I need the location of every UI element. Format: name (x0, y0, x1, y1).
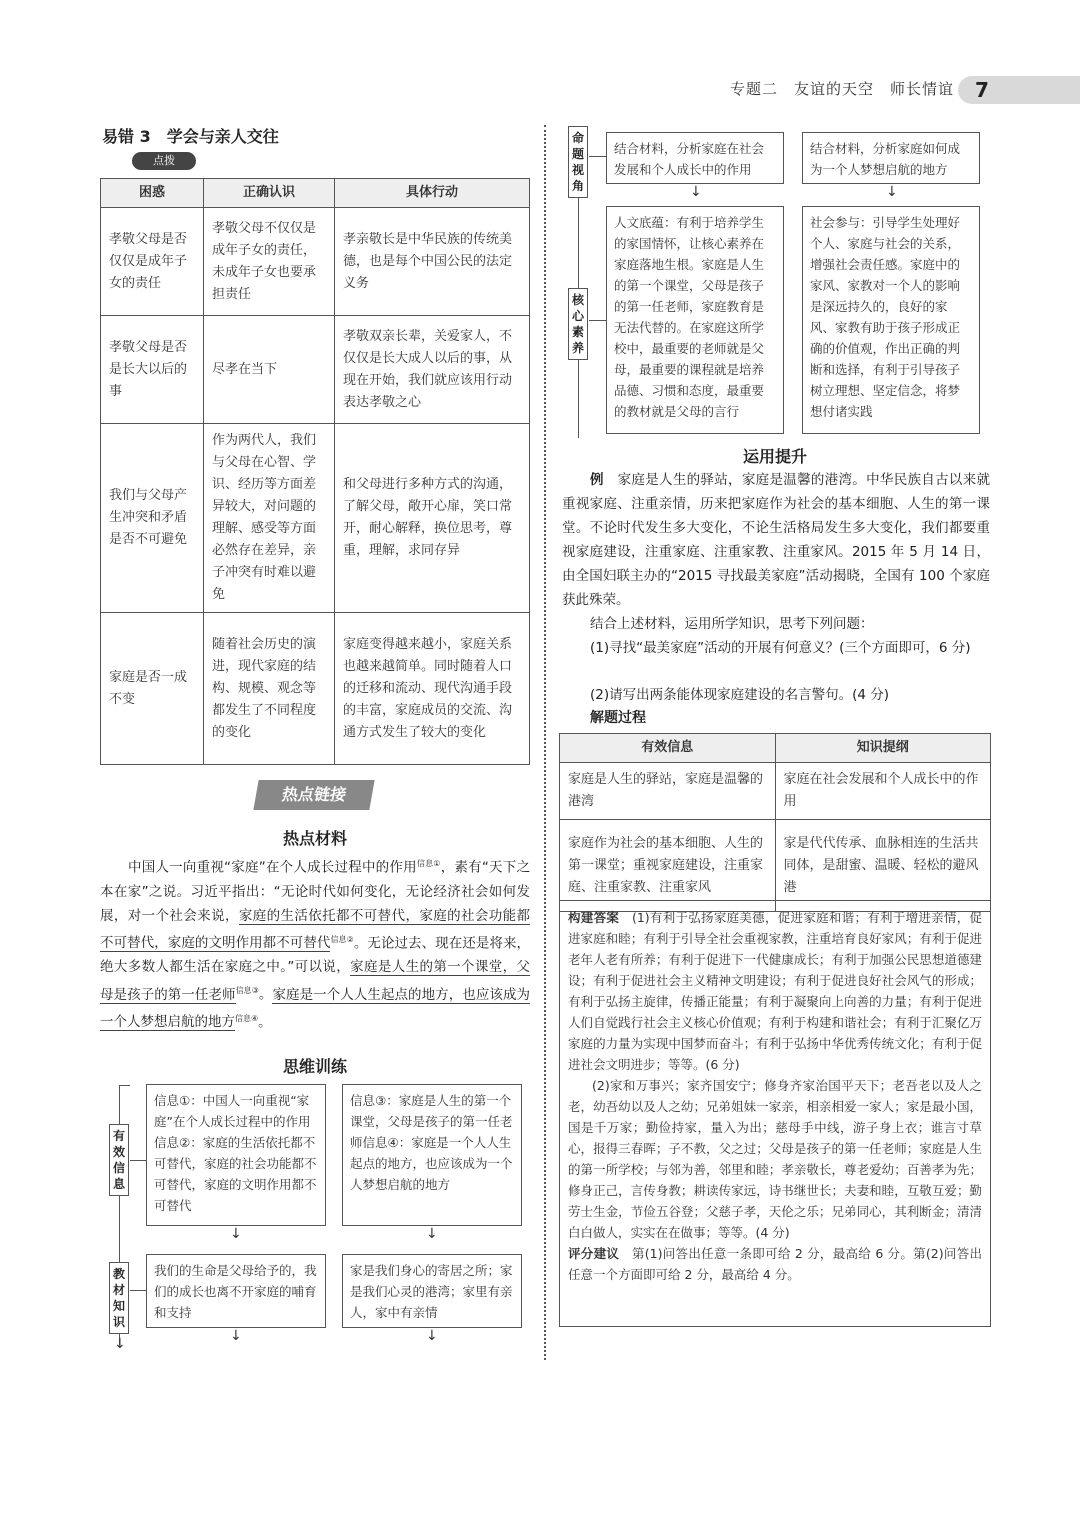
arrow-down-icon: ↓ (426, 1226, 438, 1242)
arrow-down-icon: ↓ (114, 1336, 126, 1352)
material-text: 中国人一向重视“家庭”在个人成长过程中的作用 (128, 859, 417, 876)
table-cell: 家庭是否一成不变 (101, 613, 204, 765)
info-tag: 信息④ (235, 1013, 259, 1023)
score-text: 第(1)问答出任意一条即可给 2 分，最高给 6 分。第(2)问答出任意一个方面即可给 2 分，最高给 4 分。 (568, 1246, 982, 1282)
table-cell: 家庭变得越来越小，家庭关系也越来越简单。同时随着人口的迁移和流动、现代沟通手段的丰富，家庭成员的交流、沟通方式发生了较大的变化 (335, 613, 530, 765)
table-header: 困惑 (101, 179, 204, 208)
connector (589, 320, 606, 321)
example-text (562, 468, 990, 612)
table-row (101, 208, 530, 316)
label-core-literacy: 核心素养 (568, 288, 588, 360)
table-row (101, 613, 530, 765)
table-header: 有效信息 (560, 734, 776, 763)
chapter-header: 专题二 友谊的天空 师长情谊 (730, 80, 955, 98)
label-effective-info: 有效信息 (109, 1124, 129, 1196)
answer-1: (1)有利于弘扬家庭美德，促进家庭和谐；有利于增进亲情，促进家庭和睦；有利于引导全社会重视家教，注重培育良好家风；有利于促进老年人老有所养；有利于促进下一代健康成长；有利于加强公民思想道德建设；有利于促进社会主义精神文明建设；有利于促进良好社会风气的形成；有利于弘扬主旋律，传播正能量；有利于凝聚向上向善的力量；有利于促进人们自觉践行社会主义核心价值观；有利于构建和谐社会；有利于汇聚亿万家庭的力量为实现中国梦而奋斗；有利于弘扬中华优秀传统文化；有利于促进社会文明进步；等等。(6 分) (568, 910, 982, 1072)
info-box-1: 信息①：中国人一向重视“家庭”在个人成长过程中的作用信息②：家庭的生活依托都不可替代，家庭的社会功能都不可替代，家庭的文明作用都不可替代 (146, 1084, 326, 1226)
knowledge-box-1: 我们的生命是父母给予的，我们的成长也离不开家庭的哺育和支持 (146, 1254, 326, 1328)
example-label: 例 (590, 472, 604, 488)
arrow-down-icon: ↓ (690, 184, 702, 200)
arrow-down-icon: ↓ (886, 184, 898, 200)
answer-2: (2)家和万事兴；家齐国安宁；修身齐家治国平天下；老吾老以及人之老，幼吾幼以及人之幼；兄弟姐妹一家亲，相亲相爱一家人；家是最小国，国是千万家；勤俭持家，量入为出；慈母手中线，游子身上衣；谁言寸草心，报得三春晖；子不教，父之过；父母是孩子的第一任老师；家庭是人生的第一所学校；与邻为善，邻里和睦；孝亲敬长，尊老爱幼；百善孝为先；修身正己，言传身教；耕读传家远，诗书继世长；夫妻和睦，互敬互爱；勤劳士生金，节俭五谷登；父慈子孝，天伦之乐；兄弟同心，其利断金；清清白白做人，实实在在做事；等等。(4 分) (568, 1078, 982, 1240)
example-body: 家庭是人生的驿站，家庭是温馨的港湾。中华民族自古以来就重视家庭、注重亲情，历来把家庭作为社会的基本细胞、人生的第一课堂。不论时代发生多大变化，不论生活格局发生多大变化，我们都要重视家庭建设，注重家庭、注重家教、注重家风。2015 年 5 月 14 日，由全国妇联主办的“2015 寻找最美家庭”活动揭晓，全国有 100 个家庭获此殊荣。 (562, 472, 991, 608)
tip-badge: 点拨 (132, 152, 196, 170)
table-cell: 家庭是人生的驿站，家庭是温馨的港湾 (560, 763, 776, 820)
table-cell: 尽孝在当下 (204, 316, 335, 424)
page-number: 7 (975, 78, 989, 102)
knowledge-box-2: 家是我们身心的寄居之所；家是我们心灵的港湾；家里有亲人，家中有亲情 (342, 1254, 522, 1328)
table-cell: 孝敬父母是否仅仅是成年子女的责任 (101, 208, 204, 316)
table-header: 正确认识 (204, 179, 335, 208)
table-cell: 家庭作为社会的基本细胞、人生的第一课堂；重视家庭建设，注重家庭、注重家教、注重家风 (560, 820, 776, 912)
table-header-row (101, 179, 530, 208)
connector (119, 1085, 130, 1086)
confusion-table (100, 178, 530, 765)
table-cell: 家是代代传承、血脉相连的生活共同体，是甜蜜、温暖、轻松的避风港 (775, 820, 991, 912)
angle-box-2: 结合材料，分析家庭如何成为一个人梦想启航的地方 (802, 132, 980, 184)
question-1: (1)寻找“最美家庭”活动的开展有何意义？(三个方面即可，6 分) (590, 640, 971, 656)
material-text: 。 (258, 986, 273, 1003)
table-cell: 作为两代人，我们与父母在心智、学识、经历等方面差异较大，对问题的理解、感受等方面必然存在差异，亲子冲突有时难以避免 (204, 424, 335, 613)
column-divider (544, 125, 546, 1360)
arrow-down-icon: ↓ (426, 1328, 438, 1344)
question-2: (2)请写出两条能体现家庭建设的名言警句。(4 分) (590, 687, 890, 703)
material-text: 。无论过去、现在还是将来，绝大多数人都生活在家庭之中。”可以说， (100, 935, 531, 975)
solve-table (559, 733, 991, 912)
table-cell: 随着社会历史的演进，现代家庭的结构、规模、观念等都发生了不同程度的变化 (204, 613, 335, 765)
table-cell: 家庭在社会发展和个人成长中的作用 (775, 763, 991, 820)
table-row (101, 424, 530, 613)
hot-material-text (100, 852, 530, 1034)
material-underlined: 家庭是一个人人生起点的地方，也应该成为一个人梦想启航的地方 (100, 986, 531, 1030)
core-box-1: 人文底蕴：有利于培养学生的家国情怀，让核心素养在家庭落地生根。家庭是人生的第一个课堂，父母是孩子的第一任老师，家庭教育是无法代替的。在家庭这所学校中，最重要的老师就是父母，最重要的课程就是培养品德、习惯和态度，最重要的教材就是父母的言行 (606, 206, 784, 434)
arrow-down-icon: ↓ (230, 1328, 242, 1344)
apply-title: 运用提升 (742, 447, 807, 466)
connector (589, 156, 606, 157)
table-row (560, 820, 991, 912)
connector (130, 1290, 146, 1291)
table-header: 知识提纲 (775, 734, 991, 763)
table-cell: 和父母进行多种方式的沟通，了解父母，敞开心扉，笑口常开，耐心解释，换位思考，尊重，理解，求同存异 (335, 424, 530, 613)
table-cell: 孝亲敬长是中华民族的传统美德，也是每个中国公民的法定义务 (335, 208, 530, 316)
material-text: 。 (258, 1014, 272, 1030)
info-tag: 信息② (330, 934, 354, 944)
solve-title: 解题过程 (590, 710, 646, 726)
info-tag: 信息① (416, 859, 441, 868)
answer-part-1 (568, 907, 982, 1075)
connector (130, 1160, 146, 1161)
answer-box (559, 900, 991, 1327)
angle-box-1: 结合材料，分析家庭在社会发展和个人成长中的作用 (606, 132, 784, 184)
score-label: 评分建议 (568, 1246, 620, 1261)
label-proposition-angle: 命题视角 (568, 126, 588, 198)
section-title: 易错 3 学会与亲人交往 (102, 127, 279, 146)
hot-link-banner: 热点链接 (253, 780, 374, 810)
table-cell: 孝敬双亲长辈，关爱家人，不仅仅是长大成人以后的事，从现在开始，我们就应该用行动表达孝敬之心 (335, 316, 530, 424)
table-cell: 孝敬父母不仅仅是成年子女的责任，未成年子女也要承担责任 (204, 208, 335, 316)
answer-label: 构建答案 (568, 910, 620, 925)
material-underlined: 家庭是人生的第一个课堂，父母是孩子的第一任老师 (100, 959, 530, 1003)
label-textbook-knowledge: 教材知识 (109, 1262, 129, 1334)
table-cell: 我们与父母产生冲突和矛盾是否不可避免 (101, 424, 204, 613)
material-text: ，素有“天下之本在家”之说。习近平指出：“无论时代如何变化，无论经济社会如何发展，对一个社会来说， (100, 859, 531, 924)
table-cell: 孝敬父母是否是长大以后的事 (101, 316, 204, 424)
hot-material-title: 热点材料 (282, 829, 347, 848)
info-box-2: 信息③：家庭是人生的第一个课堂，父母是孩子的第一任老师信息④：家庭是一个人人生起点的地方，也应该成为一个人梦想启航的地方 (342, 1084, 522, 1226)
table-header: 具体行动 (335, 179, 530, 208)
table-row (560, 763, 991, 820)
core-box-2: 社会参与：引导学生处理好个人、家庭与社会的关系，增强社会责任感。家庭中的家风、家教对一个人的影响是深远持久的，良好的家风、家教有助于孩子形成正确的价值观，作出正确的判断和选择，有利于引导孩子树立理想、坚定信念，将梦想付诸实践 (802, 206, 980, 434)
table-header-row (560, 734, 991, 763)
material-underlined: 家庭的生活依托都不可替代，家庭的社会功能都不可替代，家庭的文明作用都不可替代 (100, 907, 531, 951)
info-tag: 信息③ (235, 986, 259, 995)
score-part (568, 1243, 982, 1285)
arrow-down-icon: ↓ (230, 1226, 242, 1242)
table-row (101, 316, 530, 424)
question-intro: 结合上述材料，运用所学知识，思考下列问题： (590, 616, 874, 632)
thinking-title: 思维训练 (282, 1057, 347, 1076)
